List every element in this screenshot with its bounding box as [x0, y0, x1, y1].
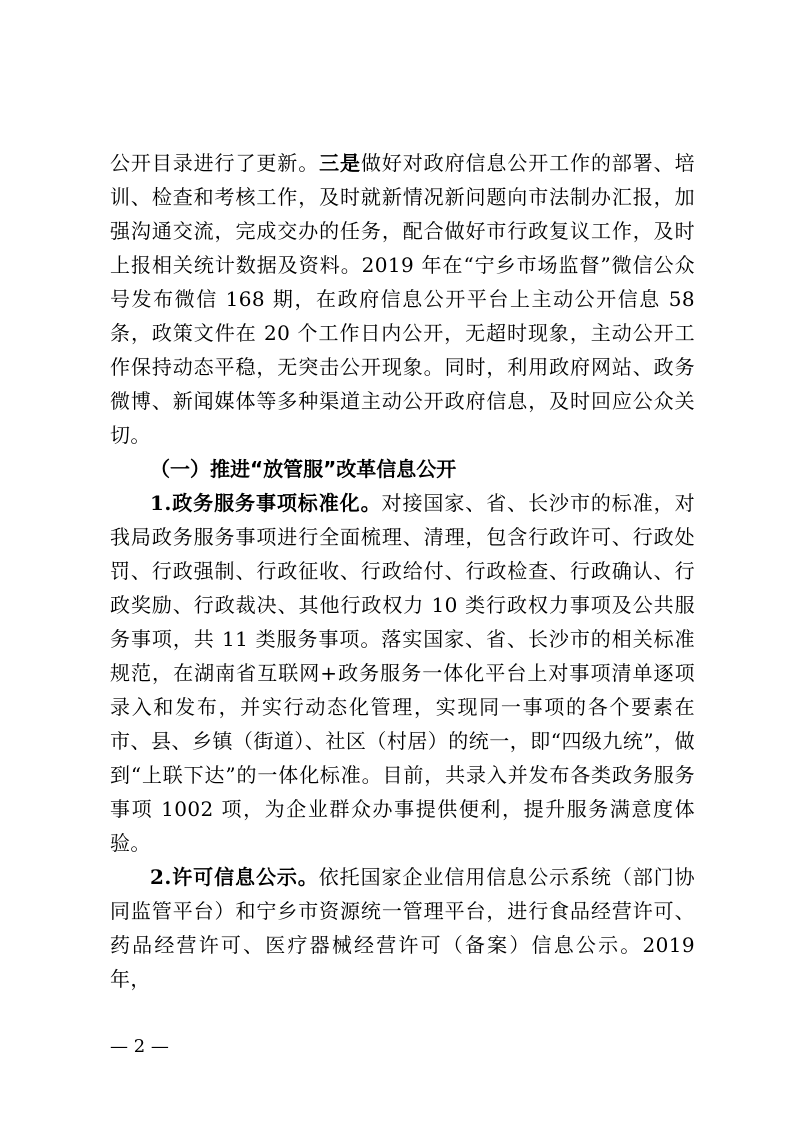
paragraph-license-disclosure: [110, 860, 695, 996]
bold-lead: 2.许可信息公示。: [150, 865, 319, 889]
page-number: — 2 —: [110, 1036, 169, 1057]
paragraph-text: 依托国家企业信用信息公示系统（部门协同监管平台）和宁乡市资源统一管理平台，进行食品经营许可、药品经营许可、医疗器械经营许可（备案）信息公示。2019 年，: [110, 865, 696, 991]
bold-lead: 三是: [319, 151, 361, 175]
paragraph-directory-update: [110, 146, 695, 452]
bold-lead: 1.政务服务事项标准化。: [150, 491, 382, 515]
paragraph-text: 做好对政府信息公开工作的部署、培训、检查和考核工作，及时就新情况新问题向市法制办汇报，加强沟通交流，完成交办的任务，配合做好市行政复议工作，及时上报相关统计数据及资料。2019 年在“宁乡市场监督”微信公众号发布微信 168 期，在政府信息公开平台上主动公开信息 58 条，政策文件在 20 个工作日内公开，无超时现象，主动公开工作保持动态平稳，无突击公开现象。同时，利用政府网站、政务微博、新闻媒体等多种渠道主动公开政府信息，及时回应公众关切。: [110, 151, 695, 447]
paragraph-text: 对接国家、省、长沙市的标准，对我局政务服务事项进行全面梳理、清理，包含行政许可、行政处罚、行政强制、行政征收、行政给付、行政检查、行政确认、行政奖励、行政裁决、其他行政权力 10 类行政权力事项及公共服务事项，共 11 类服务事项。落实国家、省、长沙市的相关标准规范，在湖南省互联网+政务服务一体化平台上对事项清单逐项录入和发布，并实行动态化管理，实现同一事项的各个要素在市、县、乡镇（街道）、社区（村居）的统一，即“四级九统”，做到“上联下达”的一体化标准。目前，共录入并发布各类政务服务事项 1002 项，为企业群众办事提供便利，提升服务满意度体验。: [110, 491, 696, 855]
section-heading: （一）推进“放管服”改革信息公开: [150, 457, 457, 481]
paragraph-text: 公开目录进行了更新。: [110, 151, 320, 175]
document-body: [110, 146, 695, 996]
paragraph-service-standardization: [110, 486, 695, 860]
